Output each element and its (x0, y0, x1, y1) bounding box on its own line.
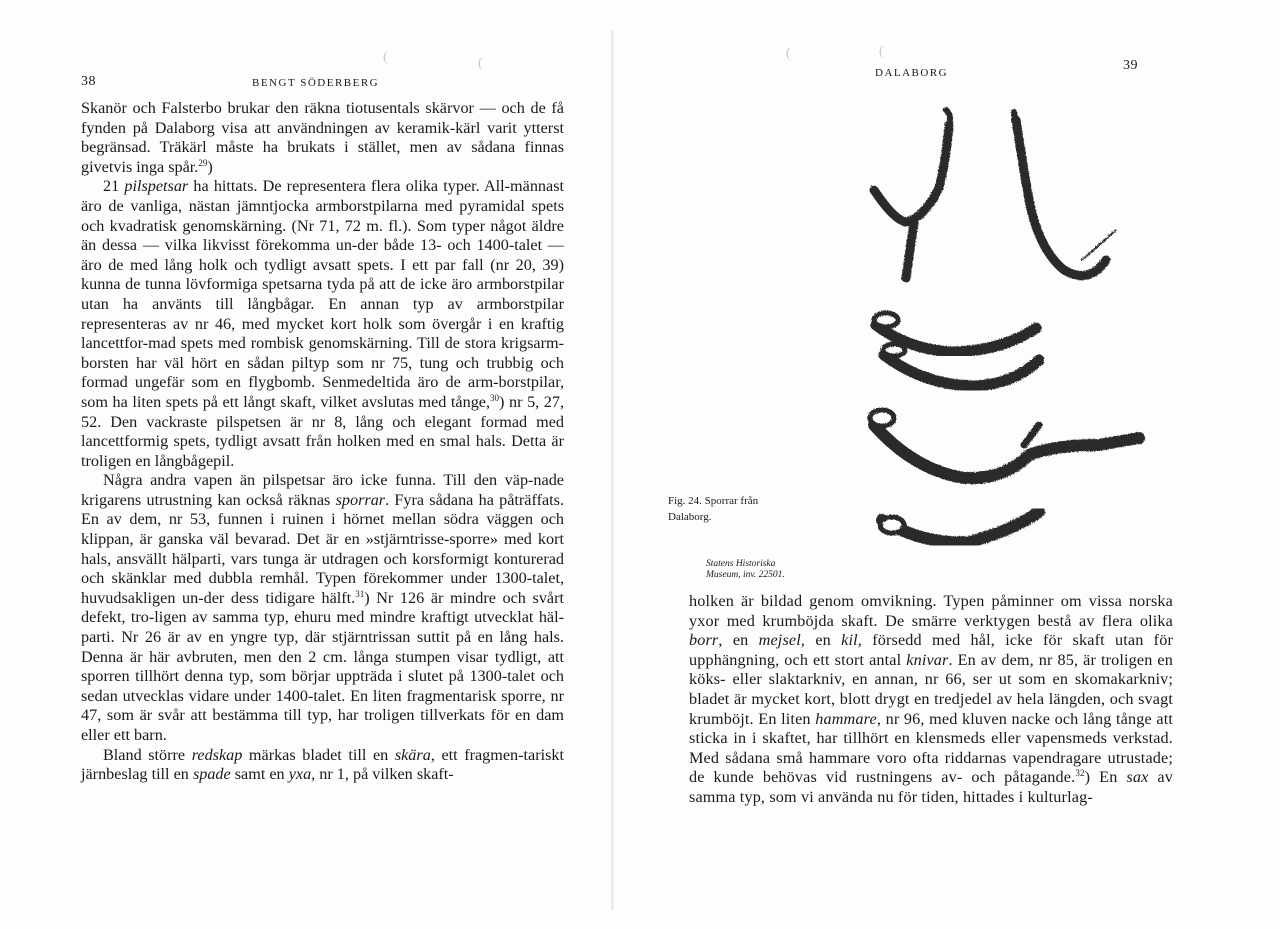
scan-mark: ( (786, 46, 791, 61)
figure-caption (668, 493, 808, 525)
text-run: ha hittats. De representera flera olika typer. All-männast äro de vanliga, nästan jämntjocka armborstpilarna med pyramidal spets och kvadratisk genomskärning. (Nr 71, 72 m. fl.). Som typer något äldre än dessa — vilka likvisst förekomma un-der både 13- och 1400-talet — äro de med lång holk och tydligt avsatt spets. I ett par fall (nr 20, 39) kunna de tunna lövformiga spetsarna tyda på att de icke äro armborstpilar utan ha använts till långbågar. En annan typ av armborstpilar representeras av nr 46, med mycket kort holk som övergår i en kraftig lancettfor-mad spets med rombisk genomskärning. Till de stora krigsarm-borsten har väl hört en sådan piltyp som nr 75, tung och trubbig och formad ungefär som en flygbomb. Senmedeltida äro de arm-borstpilar, som ha liten spets på ett långt skaft, vilket avslutas med tånge, (81, 177, 564, 411)
footnote-ref: 31 (355, 588, 365, 599)
text-run: av samma typ, som vi använda nu för tiden, hittades i kulturlag- (689, 768, 1174, 806)
text-run: Några andra vapen än pilspetsar äro icke funna. Till den väp-nade krigarens utrustning kan också räknas (81, 471, 564, 509)
text-run: . Fyra sådana ha påträffats. En av dem, nr 53, funnen i ruinen i hörnet mellan södra väggen och klippan, är ganska väl bevarad. Det är en »stjärntrisse-sporre» med kort hals, ansvällt hälparti, vars tunga är utdragen och korsformigt konturerad och skänklar med dubbla remhål. Typen förekommer under 1300-talet, huvudsakligen un-der dess tidigare hälft. (81, 490, 564, 607)
text-run: , försedd med hål, icke för skaft utan för upphängning, och ett stort antal (689, 631, 1174, 669)
italic-term: mejsel (758, 631, 801, 650)
text-run: , en (718, 631, 759, 650)
credit-line: Museum, inv. 22501. (706, 570, 785, 580)
footnote-ref: 29 (198, 157, 208, 168)
text-run: , nr 1, på vilken skaft- (311, 765, 454, 784)
text-run: ) (207, 157, 213, 176)
left-page (0, 0, 611, 929)
italic-term: hammare (815, 709, 877, 728)
right-body-text (689, 592, 1173, 808)
italic-term: borr (689, 631, 719, 650)
scan-mark: ( (879, 44, 884, 59)
footnote-ref: 30 (490, 392, 500, 403)
text-run: , en (800, 631, 842, 650)
left-body-text (81, 99, 564, 785)
paragraph (81, 746, 564, 785)
italic-term: knivar (906, 650, 949, 669)
spur-fragment-top-right (1014, 112, 1116, 276)
italic-term: pilspetsar (124, 177, 189, 196)
text-run: , nr 96, med kluven nacke och lång tånge att sticka in i skaftet, har tillhört en klensmeds eller vapensmeds verkstad. Med sådana små hammare voro ofta riddarnas vapendragare utrustade; de kunde behövas vid rustningens av- och påtagande. (689, 709, 1173, 787)
spur-bottom (880, 512, 1039, 542)
spur-lower-large (870, 410, 1139, 478)
page-number: 39 (1123, 58, 1138, 73)
italic-term: spade (192, 765, 231, 784)
text-run: . En av dem, nr 85, är troligen en köks- eller slaktarkniv, en annan, nr 66, ser ut som en skomakarkniv; bladet är mycket kort, blott drygt en tredjedel av hela längden, och svagt krumböjt. En liten (689, 650, 1174, 728)
running-head: BENGT SÖDERBERG (252, 77, 380, 89)
spurs-photograph (854, 100, 1154, 590)
text-run: 21 (103, 177, 125, 196)
paragraph (81, 177, 564, 471)
credit-line: Statens Historiska (706, 559, 776, 569)
text-run: , ett fragmen-tariskt järnbeslag till en (81, 745, 564, 784)
scan-mark: ( (383, 50, 388, 65)
text-run: ) En (1084, 768, 1127, 787)
spur-fragment-top-left (874, 110, 950, 278)
text-run: Skanör och Falsterbo brukar den räkna tiotusentals skärvor — och de få fynden på Dalaborg visa att användningen av keramik-kärl varit ytterst begränsad. Träkärl måste ha brukats i stället, men av sådana finnas givetvis inga spår. (81, 99, 564, 176)
italic-term: yxa (288, 765, 312, 784)
caption-line: Dalaborg. (668, 511, 712, 523)
right-page (614, 0, 1280, 929)
italic-term: kil (841, 631, 858, 650)
paragraph (81, 471, 564, 745)
italic-term: redskap (191, 745, 243, 764)
photo-credit (706, 559, 785, 581)
text-run: samt en (230, 765, 289, 784)
caption-line: Fig. 24. Sporrar från (668, 495, 759, 507)
scan-mark: ( (478, 56, 483, 71)
page-number: 38 (81, 74, 96, 89)
text-run: Bland större (103, 745, 192, 764)
footnote-ref: 32 (1075, 768, 1085, 779)
italic-term: skära (394, 745, 431, 764)
paragraph (689, 592, 1173, 808)
paragraph (81, 99, 564, 177)
italic-term: sax (1126, 768, 1149, 787)
running-head: DALABORG (875, 67, 949, 79)
italic-term: sporrar (335, 490, 386, 509)
text-run: märkas bladet till en (242, 745, 395, 764)
text-run: ) Nr 126 är mindre och svårt defekt, tro-ligen av samma typ, ehuru med mindre kraftigt utvecklat häl-parti. Nr 26 är av en yngre typ, där stjärntrissan suttit på en lång hals. Denna är här avbruten, men den 2 cm. långa stumpen visar tydligt, att sporren tillhört denna typ, som börjar uppträda i slutet på 1300-talet och sedan utvecklas vidare under 1400-talet. En liten fragmentarisk sporre, nr 47, som är svår att bestämma till typ, har troligen tillverkats för en dam eller ett barn. (81, 588, 564, 744)
text-run: holken är bildad genom omvikning. Typen påminner om vissa norska yxor med krumböjda skaft. De smärre verktygen bestå av flera olika (689, 592, 1173, 630)
text-run: ) nr 5, 27, 52. Den vackraste pilspetsen är nr 8, lång och elegant formad med lancettformig spets, tydligt avsatt från holken med en smal hals. Detta är troligen en långbågepil. (81, 392, 565, 470)
